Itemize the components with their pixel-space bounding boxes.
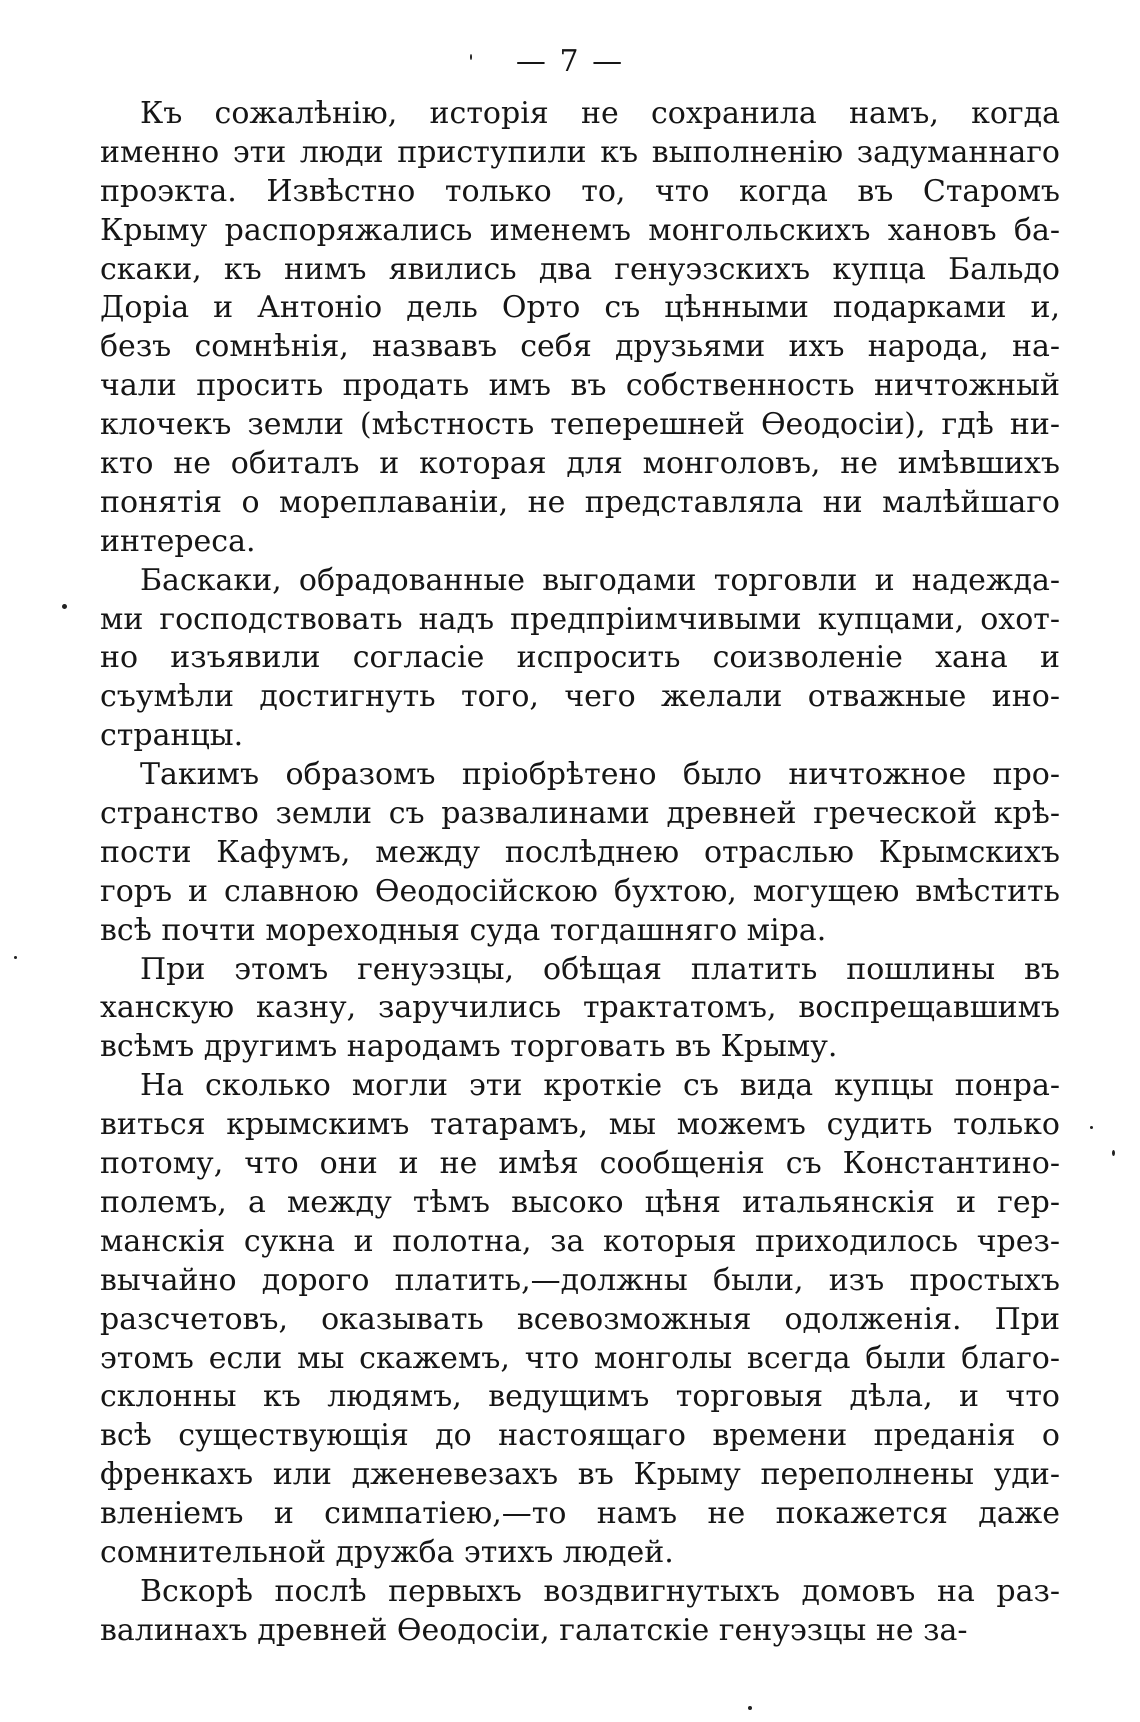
text-line: френкахъ или дженевезахъ въ Крыму переполнены уди- bbox=[100, 1457, 1060, 1493]
scan-speck bbox=[470, 54, 472, 60]
body-text bbox=[100, 95, 1060, 1651]
text-line: именно эти люди приступили къ выполненію задуманнаго bbox=[100, 134, 1060, 170]
text-line: кто не обиталъ и которая для монголовъ, не имѣвшихъ bbox=[100, 446, 1060, 482]
text-line: потому, что они и не имѣя сообщенія съ Константино- bbox=[100, 1146, 1060, 1182]
text-line: вычайно дорого платить,—должны были, изъ простыхъ bbox=[100, 1262, 1060, 1298]
text-line: но изъявили согласіе испросить соизволеніе хана и bbox=[100, 640, 1060, 676]
text-line: виться крымскимъ татарамъ, мы можемъ судить только bbox=[100, 1107, 1060, 1143]
text-line: сомнительной дружба этихъ людей. bbox=[100, 1534, 674, 1570]
paragraph bbox=[100, 1573, 1060, 1651]
scan-speck bbox=[1090, 1126, 1093, 1129]
text-line: валинахъ древней Ѳеодосіи, галатскіе генуэзцы не за- bbox=[100, 1612, 968, 1648]
scan-speck bbox=[14, 956, 17, 959]
page-number: — 7 — bbox=[515, 44, 625, 79]
paragraph bbox=[100, 562, 1060, 756]
text-line: понятія о мореплаваніи, не представляла ни малѣйшаго bbox=[100, 484, 1060, 520]
text-line: склонны къ людямъ, ведущимъ торговыя дѣла, и что bbox=[100, 1379, 1060, 1415]
text-line: При этомъ генуэзцы, обѣщая платить пошлины въ bbox=[140, 951, 1060, 987]
paragraph bbox=[100, 1067, 1060, 1573]
text-line: Такимъ образомъ пріобрѣтено было ничтожное про- bbox=[140, 757, 1060, 793]
text-line: интереса. bbox=[100, 523, 256, 559]
scan-speck bbox=[1112, 1150, 1115, 1156]
text-line: вленіемъ и симпатіею,—то намъ не покажется даже bbox=[100, 1496, 1060, 1532]
text-line: ми господствовать надъ предпріимчивыми купцами, охот- bbox=[100, 601, 1060, 637]
text-line: всѣ существующія до настоящаго времени преданія о bbox=[100, 1418, 1060, 1454]
text-line: полемъ, а между тѣмъ высоко цѣня итальянскія и гер- bbox=[100, 1184, 1060, 1220]
text-line: странство земли съ развалинами древней греческой крѣ- bbox=[100, 796, 1060, 832]
text-line: безъ сомнѣнія, назвавъ себя друзьями ихъ народа, на- bbox=[100, 329, 1060, 365]
text-line: горъ и славною Ѳеодосійскою бухтою, могущею вмѣстить bbox=[100, 873, 1060, 909]
text-line: Крыму распоряжались именемъ монгольскихъ хановъ ба- bbox=[100, 212, 1060, 248]
text-line: чали просить продать имъ въ собственность ничтожный bbox=[100, 368, 1060, 404]
text-line: манскія сукна и полотна, за которыя приходилось чрез- bbox=[100, 1223, 1060, 1259]
text-line: всѣмъ другимъ народамъ торговать въ Крыму. bbox=[100, 1029, 838, 1065]
paragraph bbox=[100, 95, 1060, 562]
scan-speck bbox=[62, 604, 67, 609]
text-line: ханскую казну, заручились трактатомъ, воспрещавшимъ bbox=[100, 990, 1060, 1026]
text-line: разсчетовъ, оказывать всевозможныя одолженія. При bbox=[100, 1301, 1060, 1337]
text-line: клочекъ земли (мѣстность теперешней Ѳеодосіи), гдѣ ни- bbox=[100, 407, 1060, 443]
text-line: съумѣли достигнуть того, чего желали отважные ино- bbox=[100, 679, 1060, 715]
paragraph bbox=[100, 951, 1060, 1068]
text-line: проэкта. Извѣстно только то, что когда въ Старомъ bbox=[100, 173, 1060, 209]
text-line: всѣ почти мореходныя суда тогдашняго міра. bbox=[100, 912, 827, 948]
scan-speck bbox=[748, 1706, 752, 1710]
text-line: На сколько могли эти кроткіе съ вида купцы понра- bbox=[140, 1068, 1060, 1104]
text-line: Къ сожалѣнію, исторія не сохранила намъ, когда bbox=[140, 96, 1060, 131]
text-line: Вскорѣ послѣ первыхъ воздвигнутыхъ домовъ на раз- bbox=[140, 1573, 1060, 1609]
text-line: скаки, къ нимъ явились два генуэзскихъ купца Бальдо bbox=[100, 251, 1060, 287]
text-line: Баскаки, обрадованные выгодами торговли и надежда- bbox=[140, 562, 1060, 598]
paragraph bbox=[100, 756, 1060, 950]
text-line: странцы. bbox=[100, 718, 244, 754]
text-line: этомъ если мы скажемъ, что монголы всегда были благо- bbox=[100, 1340, 1060, 1376]
text-line: пости Кафумъ, между послѣднею отраслью Крымскихъ bbox=[100, 834, 1060, 870]
text-line: Доріа и Антоніо дель Орто съ цѣнными подарками и, bbox=[100, 290, 1060, 326]
